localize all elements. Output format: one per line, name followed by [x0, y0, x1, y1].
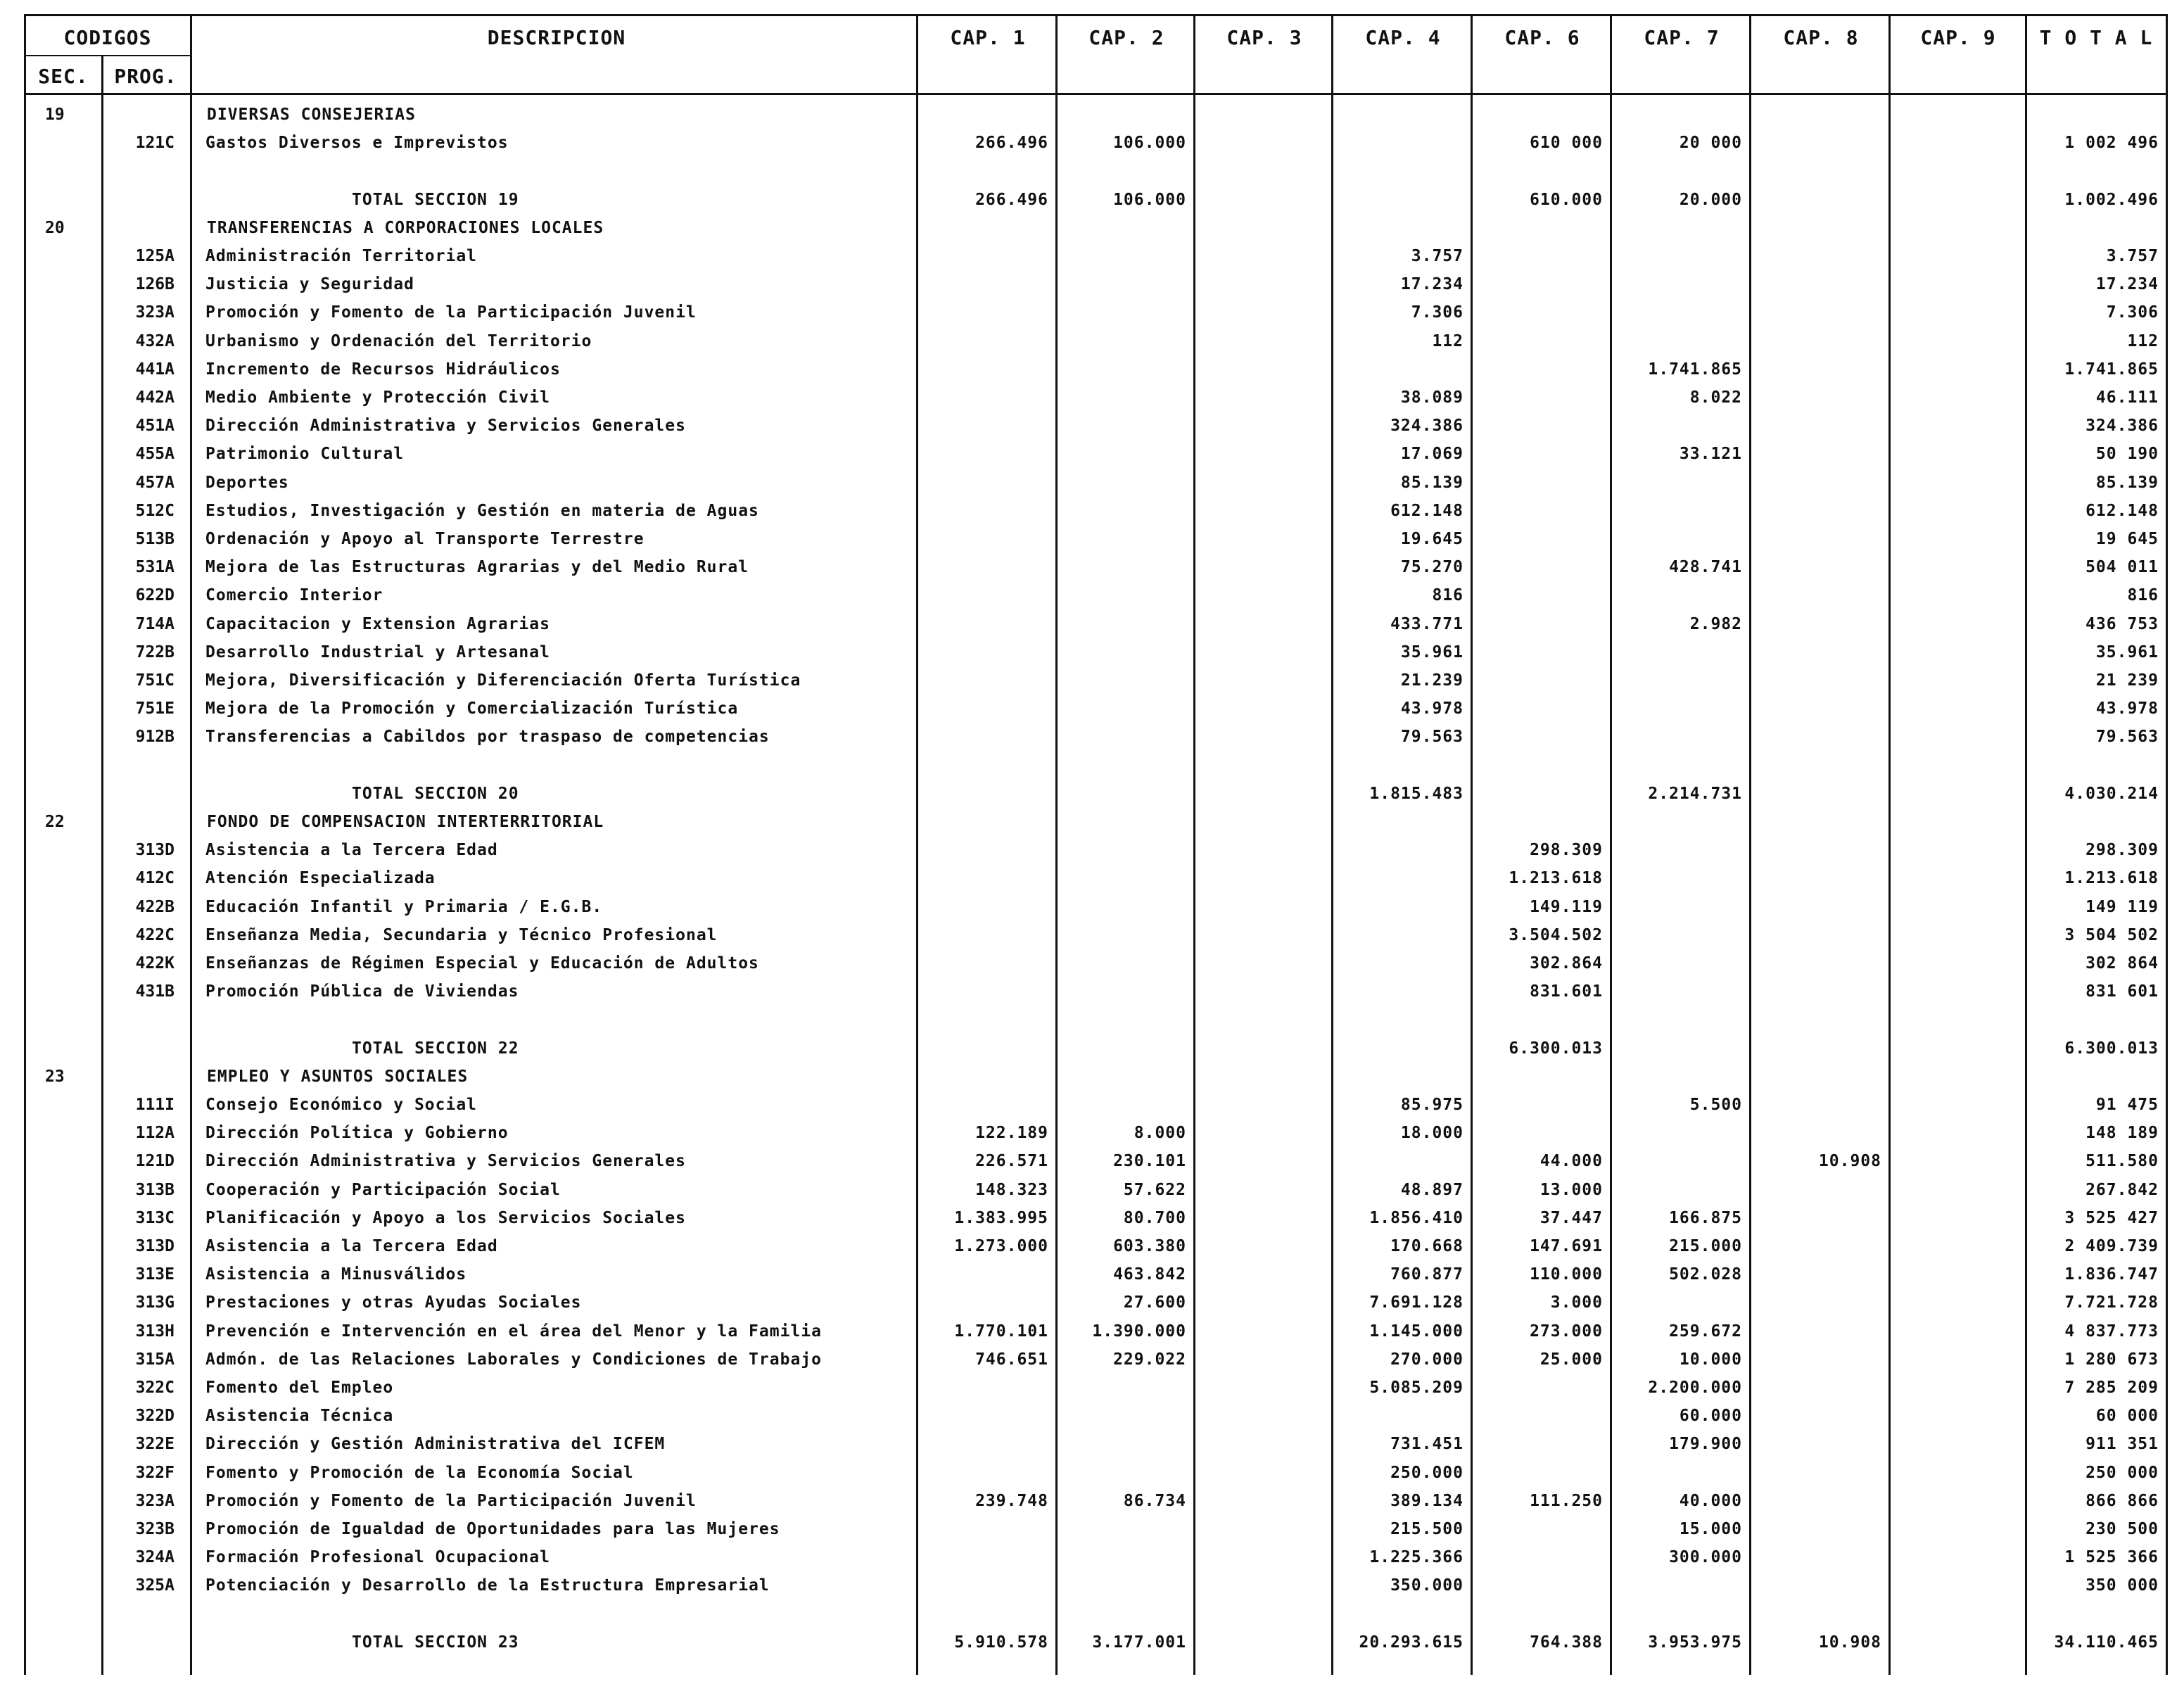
program-code: 323B: [135, 1520, 174, 1538]
program-code: 322D: [135, 1407, 174, 1425]
row-total-value: 1 280 673: [2064, 1350, 2159, 1369]
program-code: 322F: [135, 1464, 174, 1482]
header-cap-1: CAP. 1: [950, 26, 1026, 49]
amount-c6: 302.864: [1530, 954, 1603, 973]
amount-c6: 44.000: [1539, 1152, 1603, 1170]
row-total-value: 1.213.618: [2064, 869, 2159, 887]
row-total-value: 4.030.214: [2064, 785, 2159, 803]
program-code: 422B: [135, 898, 174, 916]
amount-c4: 79.563: [1400, 728, 1464, 746]
row-total-value: 91 475: [2095, 1096, 2159, 1114]
amount-c7: 20.000: [1679, 191, 1742, 209]
program-description: Capacitacion y Extension Agrarias: [205, 615, 550, 633]
program-description: Deportes: [205, 474, 289, 492]
row-total-value: 50 190: [2095, 445, 2159, 463]
program-description: Atención Especializada: [205, 869, 436, 887]
row-total-value: 6.300.013: [2064, 1039, 2159, 1058]
section-code: 23: [45, 1068, 65, 1086]
program-code: 751E: [135, 699, 174, 718]
amount-c7: 15.000: [1679, 1520, 1742, 1538]
program-description: Dirección Administrativa y Servicios Generales: [205, 1152, 686, 1170]
amount-c4: 170.668: [1390, 1237, 1464, 1255]
row-total-value: 34.110.465: [2054, 1633, 2159, 1652]
row-total-value: 21 239: [2095, 671, 2159, 690]
amount-c4: 112: [1432, 332, 1464, 350]
program-code: 313D: [135, 841, 174, 859]
amount-c2: 463.842: [1113, 1265, 1186, 1284]
program-code: 422C: [135, 926, 174, 944]
row-total-value: 511.580: [2085, 1152, 2159, 1170]
column-rule-cap7: [1749, 14, 1751, 1675]
column-rule-cap2: [1193, 14, 1195, 1675]
program-description: Admón. de las Relaciones Laborales y Condiciones de Trabajo: [205, 1350, 822, 1369]
program-code: 412C: [135, 869, 174, 887]
section-title: EMPLEO Y ASUNTOS SOCIALES: [207, 1068, 469, 1086]
amount-c4: 270.000: [1390, 1350, 1464, 1369]
program-description: Mejora de la Promoción y Comercialización Turística: [205, 699, 739, 718]
amount-c4: 350.000: [1390, 1576, 1464, 1595]
amount-c4: 5.085.209: [1369, 1379, 1464, 1397]
program-description: Asistencia a la Tercera Edad: [205, 841, 498, 859]
amount-c1: 148.323: [975, 1181, 1048, 1199]
row-total-value: 149 119: [2085, 898, 2159, 916]
program-description: Promoción y Fomento de la Participación Juvenil: [205, 1492, 697, 1510]
column-rule-cap9: [2025, 14, 2027, 1675]
row-total-value: 1.741.865: [2064, 360, 2159, 379]
amount-c4: 17.069: [1400, 445, 1464, 463]
header-cap-3: CAP. 3: [1226, 26, 1302, 49]
amount-c4: 433.771: [1390, 615, 1464, 633]
amount-c2: 8.000: [1134, 1124, 1186, 1142]
program-code: 441A: [135, 360, 174, 379]
row-total-value: 612.148: [2085, 502, 2159, 520]
amount-c1: 122.189: [975, 1124, 1048, 1142]
program-description: Dirección y Gestión Administrativa del ICFEM: [205, 1435, 666, 1453]
program-code: 313H: [135, 1322, 174, 1341]
amount-c6: 764.388: [1530, 1633, 1603, 1652]
program-code: 512C: [135, 502, 174, 520]
amount-c4: 3.757: [1411, 247, 1464, 265]
section-title: TRANSFERENCIAS A CORPORACIONES LOCALES: [207, 219, 604, 237]
header-codigos: CODIGOS: [63, 26, 152, 49]
program-code: 126B: [135, 275, 174, 293]
row-total-value: 267.842: [2085, 1181, 2159, 1199]
program-description: Formación Profesional Ocupacional: [205, 1548, 550, 1566]
row-total-value: 79.563: [2095, 728, 2159, 746]
program-code: 722B: [135, 643, 174, 661]
program-description: Enseñanzas de Régimen Especial y Educación de Adultos: [205, 954, 759, 973]
program-description: Mejora de las Estructuras Agrarias y del Medio Rural: [205, 558, 749, 576]
amount-c4: 75.270: [1400, 558, 1464, 576]
program-description: Dirección Política y Gobierno: [205, 1124, 509, 1142]
row-total-value: 436 753: [2085, 615, 2159, 633]
amount-c6: 37.447: [1539, 1209, 1603, 1227]
amount-c1: 5.910.578: [954, 1633, 1048, 1652]
amount-c1: 266.496: [975, 191, 1048, 209]
row-total-value: 911 351: [2085, 1435, 2159, 1453]
program-code: 751C: [135, 671, 174, 690]
amount-c7: 179.900: [1669, 1435, 1742, 1453]
row-total-value: 302 864: [2085, 954, 2159, 973]
program-code: 531A: [135, 558, 174, 576]
program-description: Prestaciones y otras Ayudas Sociales: [205, 1293, 582, 1312]
program-description: Gastos Diversos e Imprevistos: [205, 134, 509, 152]
amount-c4: 48.897: [1400, 1181, 1464, 1199]
row-total-value: 3 525 427: [2064, 1209, 2159, 1227]
amount-c4: 7.691.128: [1369, 1293, 1464, 1312]
amount-c4: 816: [1432, 586, 1464, 604]
amount-c4: 1.815.483: [1369, 785, 1464, 803]
amount-c6: 273.000: [1530, 1322, 1603, 1341]
amount-c4: 389.134: [1390, 1492, 1464, 1510]
amount-c7: 2.214.731: [1648, 785, 1742, 803]
row-total-value: 4 837.773: [2064, 1322, 2159, 1341]
program-description: Asistencia Técnica: [205, 1407, 394, 1425]
amount-c2: 86.734: [1123, 1492, 1186, 1510]
program-description: Ordenación y Apoyo al Transporte Terrestre: [205, 530, 645, 548]
column-rule-cap1: [1055, 14, 1058, 1675]
program-code: 714A: [135, 615, 174, 633]
program-description: Patrimonio Cultural: [205, 445, 405, 463]
amount-c4: 1.225.366: [1369, 1548, 1464, 1566]
program-code: 121D: [135, 1152, 174, 1170]
program-code: 313C: [135, 1209, 174, 1227]
header-cap-8: CAP. 8: [1783, 26, 1859, 49]
amount-c7: 40.000: [1679, 1492, 1742, 1510]
column-rule-sec: [101, 56, 103, 1675]
section-title: FONDO DE COMPENSACION INTERTERRITORIAL: [207, 813, 604, 831]
amount-c1: 1.273.000: [954, 1237, 1048, 1255]
amount-c1: 266.496: [975, 134, 1048, 152]
amount-c4: 35.961: [1400, 643, 1464, 661]
section-code: 20: [45, 219, 65, 237]
program-description: Transferencias a Cabildos por traspaso de competencias: [205, 728, 770, 746]
column-rule-cap6: [1610, 14, 1612, 1675]
row-total-value: 3 504 502: [2064, 926, 2159, 944]
amount-c6: 111.250: [1530, 1492, 1603, 1510]
amount-c7: 2.200.000: [1648, 1379, 1742, 1397]
program-description: Cooperación y Participación Social: [205, 1181, 561, 1199]
amount-c6: 298.309: [1530, 841, 1603, 859]
amount-c4: 1.856.410: [1369, 1209, 1464, 1227]
amount-c1: 226.571: [975, 1152, 1048, 1170]
amount-c6: 610.000: [1530, 191, 1603, 209]
amount-c4: 731.451: [1390, 1435, 1464, 1453]
row-total-value: 2 409.739: [2064, 1237, 2159, 1255]
row-total-value: 831 601: [2085, 982, 2159, 1001]
amount-c2: 27.600: [1123, 1293, 1186, 1312]
program-description: Desarrollo Industrial y Artesanal: [205, 643, 550, 661]
header-cap-6: CAP. 6: [1504, 26, 1580, 49]
program-code: 313E: [135, 1265, 174, 1284]
program-code: 125A: [135, 247, 174, 265]
amount-c6: 25.000: [1539, 1350, 1603, 1369]
program-description: Prevención e Intervención en el área del Menor y la Familia: [205, 1322, 822, 1341]
row-total-value: 7.721.728: [2064, 1293, 2159, 1312]
program-code: 442A: [135, 388, 174, 407]
column-rule-prog: [190, 14, 192, 1675]
amount-c6: 3.504.502: [1509, 926, 1603, 944]
amount-c8: 10.908: [1818, 1633, 1881, 1652]
section-total-label: TOTAL SECCION 19: [352, 191, 519, 209]
program-code: 432A: [135, 332, 174, 350]
amount-c6: 610 000: [1530, 134, 1603, 152]
row-total-value: 85.139: [2095, 474, 2159, 492]
program-description: Fomento del Empleo: [205, 1379, 394, 1397]
row-total-value: 1.836.747: [2064, 1265, 2159, 1284]
program-code: 325A: [135, 1576, 174, 1595]
program-code: 323A: [135, 1492, 174, 1510]
program-code: 431B: [135, 982, 174, 1001]
program-code: 315A: [135, 1350, 174, 1369]
row-total-value: 866 866: [2085, 1492, 2159, 1510]
row-total-value: 1.002.496: [2064, 191, 2159, 209]
row-total-value: 816: [2127, 586, 2159, 604]
row-total-value: 1 525 366: [2064, 1548, 2159, 1566]
program-description: Dirección Administrativa y Servicios Generales: [205, 417, 686, 435]
amount-c7: 60.000: [1679, 1407, 1742, 1425]
amount-c4: 17.234: [1400, 275, 1464, 293]
header-cap-2: CAP. 2: [1088, 26, 1164, 49]
amount-c2: 1.390.000: [1092, 1322, 1186, 1341]
program-code: 622D: [135, 586, 174, 604]
program-description: Enseñanza Media, Secundaria y Técnico Profesional: [205, 926, 718, 944]
program-code: 912B: [135, 728, 174, 746]
amount-c4: 85.975: [1400, 1096, 1464, 1114]
column-rule-desc: [916, 14, 918, 1675]
header-sec: SEC.: [38, 65, 89, 88]
amount-c1: 1.383.995: [954, 1209, 1048, 1227]
row-total-value: 35.961: [2095, 643, 2159, 661]
amount-c2: 106.000: [1113, 191, 1186, 209]
header-prog: PROG.: [114, 65, 177, 88]
amount-c6: 110.000: [1530, 1265, 1603, 1284]
amount-c2: 57.622: [1123, 1181, 1186, 1199]
amount-c1: 1.770.101: [954, 1322, 1048, 1341]
section-total-label: TOTAL SECCION 22: [352, 1039, 519, 1058]
amount-c2: 106.000: [1113, 134, 1186, 152]
amount-c7: 502.028: [1669, 1265, 1742, 1284]
row-total-value: 7 285 209: [2064, 1379, 2159, 1397]
amount-c4: 85.139: [1400, 474, 1464, 492]
amount-c7: 8.022: [1689, 388, 1742, 407]
program-code: 313G: [135, 1293, 174, 1312]
header-descripcion: DESCRIPCION: [487, 26, 626, 49]
program-description: Consejo Económico y Social: [205, 1096, 478, 1114]
amount-c2: 230.101: [1113, 1152, 1186, 1170]
program-description: Estudios, Investigación y Gestión en materia de Aguas: [205, 502, 759, 520]
column-rule-cap4: [1471, 14, 1473, 1675]
row-total-value: 350 000: [2085, 1576, 2159, 1595]
header-bottom-rule: [24, 93, 2167, 95]
row-total-value: 60 000: [2095, 1407, 2159, 1425]
header-cap-7: CAP. 7: [1644, 26, 1720, 49]
program-code: 422K: [135, 954, 174, 973]
program-description: Educación Infantil y Primaria / E.G.B.: [205, 898, 603, 916]
row-total-value: 46.111: [2095, 388, 2159, 407]
program-description: Mejora, Diversificación y Diferenciación Oferta Turística: [205, 671, 801, 690]
row-total-value: 17.234: [2095, 275, 2159, 293]
amount-c7: 215.000: [1669, 1237, 1742, 1255]
program-code: 111I: [135, 1096, 174, 1114]
program-description: Urbanismo y Ordenación del Territorio: [205, 332, 592, 350]
amount-c8: 10.908: [1818, 1152, 1881, 1170]
amount-c4: 215.500: [1390, 1520, 1464, 1538]
section-code: 22: [45, 813, 65, 831]
row-total-value: 7.306: [2106, 303, 2159, 322]
header-total: T O T A L: [2039, 26, 2153, 49]
program-description: Promoción y Fomento de la Participación Juvenil: [205, 303, 697, 322]
program-code: 313D: [135, 1237, 174, 1255]
program-code: 324A: [135, 1548, 174, 1566]
program-description: Fomento y Promoción de la Economía Social: [205, 1464, 634, 1482]
amount-c4: 43.978: [1400, 699, 1464, 718]
section-total-label: TOTAL SECCION 20: [352, 785, 519, 803]
row-total-value: 298.309: [2085, 841, 2159, 859]
section-code: 19: [45, 106, 65, 124]
amount-c7: 1.741.865: [1648, 360, 1742, 379]
row-total-value: 324.386: [2085, 417, 2159, 435]
program-code: 322C: [135, 1379, 174, 1397]
amount-c7: 10.000: [1679, 1350, 1742, 1369]
program-code: 457A: [135, 474, 174, 492]
amount-c7: 259.672: [1669, 1322, 1742, 1341]
program-description: Medio Ambiente y Protección Civil: [205, 388, 550, 407]
amount-c4: 19.645: [1400, 530, 1464, 548]
header-cap-9: CAP. 9: [1920, 26, 1996, 49]
amount-c1: 239.748: [975, 1492, 1048, 1510]
amount-c4: 760.877: [1390, 1265, 1464, 1284]
amount-c6: 1.213.618: [1509, 869, 1603, 887]
amount-c6: 13.000: [1539, 1181, 1603, 1199]
program-description: Comercio Interior: [205, 586, 383, 604]
amount-c7: 5.500: [1689, 1096, 1742, 1114]
section-title: DIVERSAS CONSEJERIAS: [207, 106, 416, 124]
header-codigos-rule: [24, 55, 190, 56]
amount-c2: 229.022: [1113, 1350, 1186, 1369]
amount-c7: 33.121: [1679, 445, 1742, 463]
header-cap-4: CAP. 4: [1365, 26, 1441, 49]
program-description: Justicia y Seguridad: [205, 275, 414, 293]
row-total-value: 1 002 496: [2064, 134, 2159, 152]
program-code: 121C: [135, 134, 174, 152]
amount-c4: 7.306: [1411, 303, 1464, 322]
amount-c7: 428.741: [1669, 558, 1742, 576]
program-description: Incremento de Recursos Hidráulicos: [205, 360, 561, 379]
amount-c6: 831.601: [1530, 982, 1603, 1001]
amount-c6: 3.000: [1550, 1293, 1603, 1312]
amount-c4: 324.386: [1390, 417, 1464, 435]
program-code: 313B: [135, 1181, 174, 1199]
amount-c4: 20.293.615: [1359, 1633, 1464, 1652]
row-total-value: 19 645: [2095, 530, 2159, 548]
amount-c7: 2.982: [1689, 615, 1742, 633]
amount-c4: 612.148: [1390, 502, 1464, 520]
column-rule-cap8: [1888, 14, 1891, 1675]
program-code: 322E: [135, 1435, 174, 1453]
row-total-value: 3.757: [2106, 247, 2159, 265]
program-description: Asistencia a la Tercera Edad: [205, 1237, 498, 1255]
row-total-value: 230 500: [2085, 1520, 2159, 1538]
row-total-value: 112: [2127, 332, 2159, 350]
amount-c4: 1.145.000: [1369, 1322, 1464, 1341]
amount-c4: 21.239: [1400, 671, 1464, 690]
amount-c6: 147.691: [1530, 1237, 1603, 1255]
amount-c4: 250.000: [1390, 1464, 1464, 1482]
program-description: Planificación y Apoyo a los Servicios Sociales: [205, 1209, 686, 1227]
program-description: Asistencia a Minusválidos: [205, 1265, 467, 1284]
amount-c7: 166.875: [1669, 1209, 1742, 1227]
program-code: 513B: [135, 530, 174, 548]
amount-c4: 18.000: [1400, 1124, 1464, 1142]
column-rule-cap3: [1331, 14, 1333, 1675]
column-rule-left: [24, 14, 26, 1675]
amount-c6: 149.119: [1530, 898, 1603, 916]
section-total-label: TOTAL SECCION 23: [352, 1633, 519, 1652]
amount-c4: 38.089: [1400, 388, 1464, 407]
row-total-value: 148 189: [2085, 1124, 2159, 1142]
row-total-value: 250 000: [2085, 1464, 2159, 1482]
program-description: Administración Territorial: [205, 247, 478, 265]
program-code: 112A: [135, 1124, 174, 1142]
amount-c6: 6.300.013: [1509, 1039, 1603, 1058]
program-code: 323A: [135, 303, 174, 322]
program-description: Promoción de Igualdad de Oportunidades para las Mujeres: [205, 1520, 780, 1538]
header-top-rule: [24, 14, 2167, 16]
program-description: Promoción Pública de Viviendas: [205, 982, 519, 1001]
amount-c7: 20 000: [1679, 134, 1742, 152]
program-description: Potenciación y Desarrollo de la Estructura Empresarial: [205, 1576, 770, 1595]
amount-c7: 300.000: [1669, 1548, 1742, 1566]
amount-c2: 80.700: [1123, 1209, 1186, 1227]
row-total-value: 43.978: [2095, 699, 2159, 718]
row-total-value: 504 011: [2085, 558, 2159, 576]
amount-c1: 746.651: [975, 1350, 1048, 1369]
amount-c2: 3.177.001: [1092, 1633, 1186, 1652]
program-code: 451A: [135, 417, 174, 435]
amount-c7: 3.953.975: [1648, 1633, 1742, 1652]
amount-c2: 603.380: [1113, 1237, 1186, 1255]
program-code: 455A: [135, 445, 174, 463]
column-rule-right: [2166, 14, 2168, 1675]
